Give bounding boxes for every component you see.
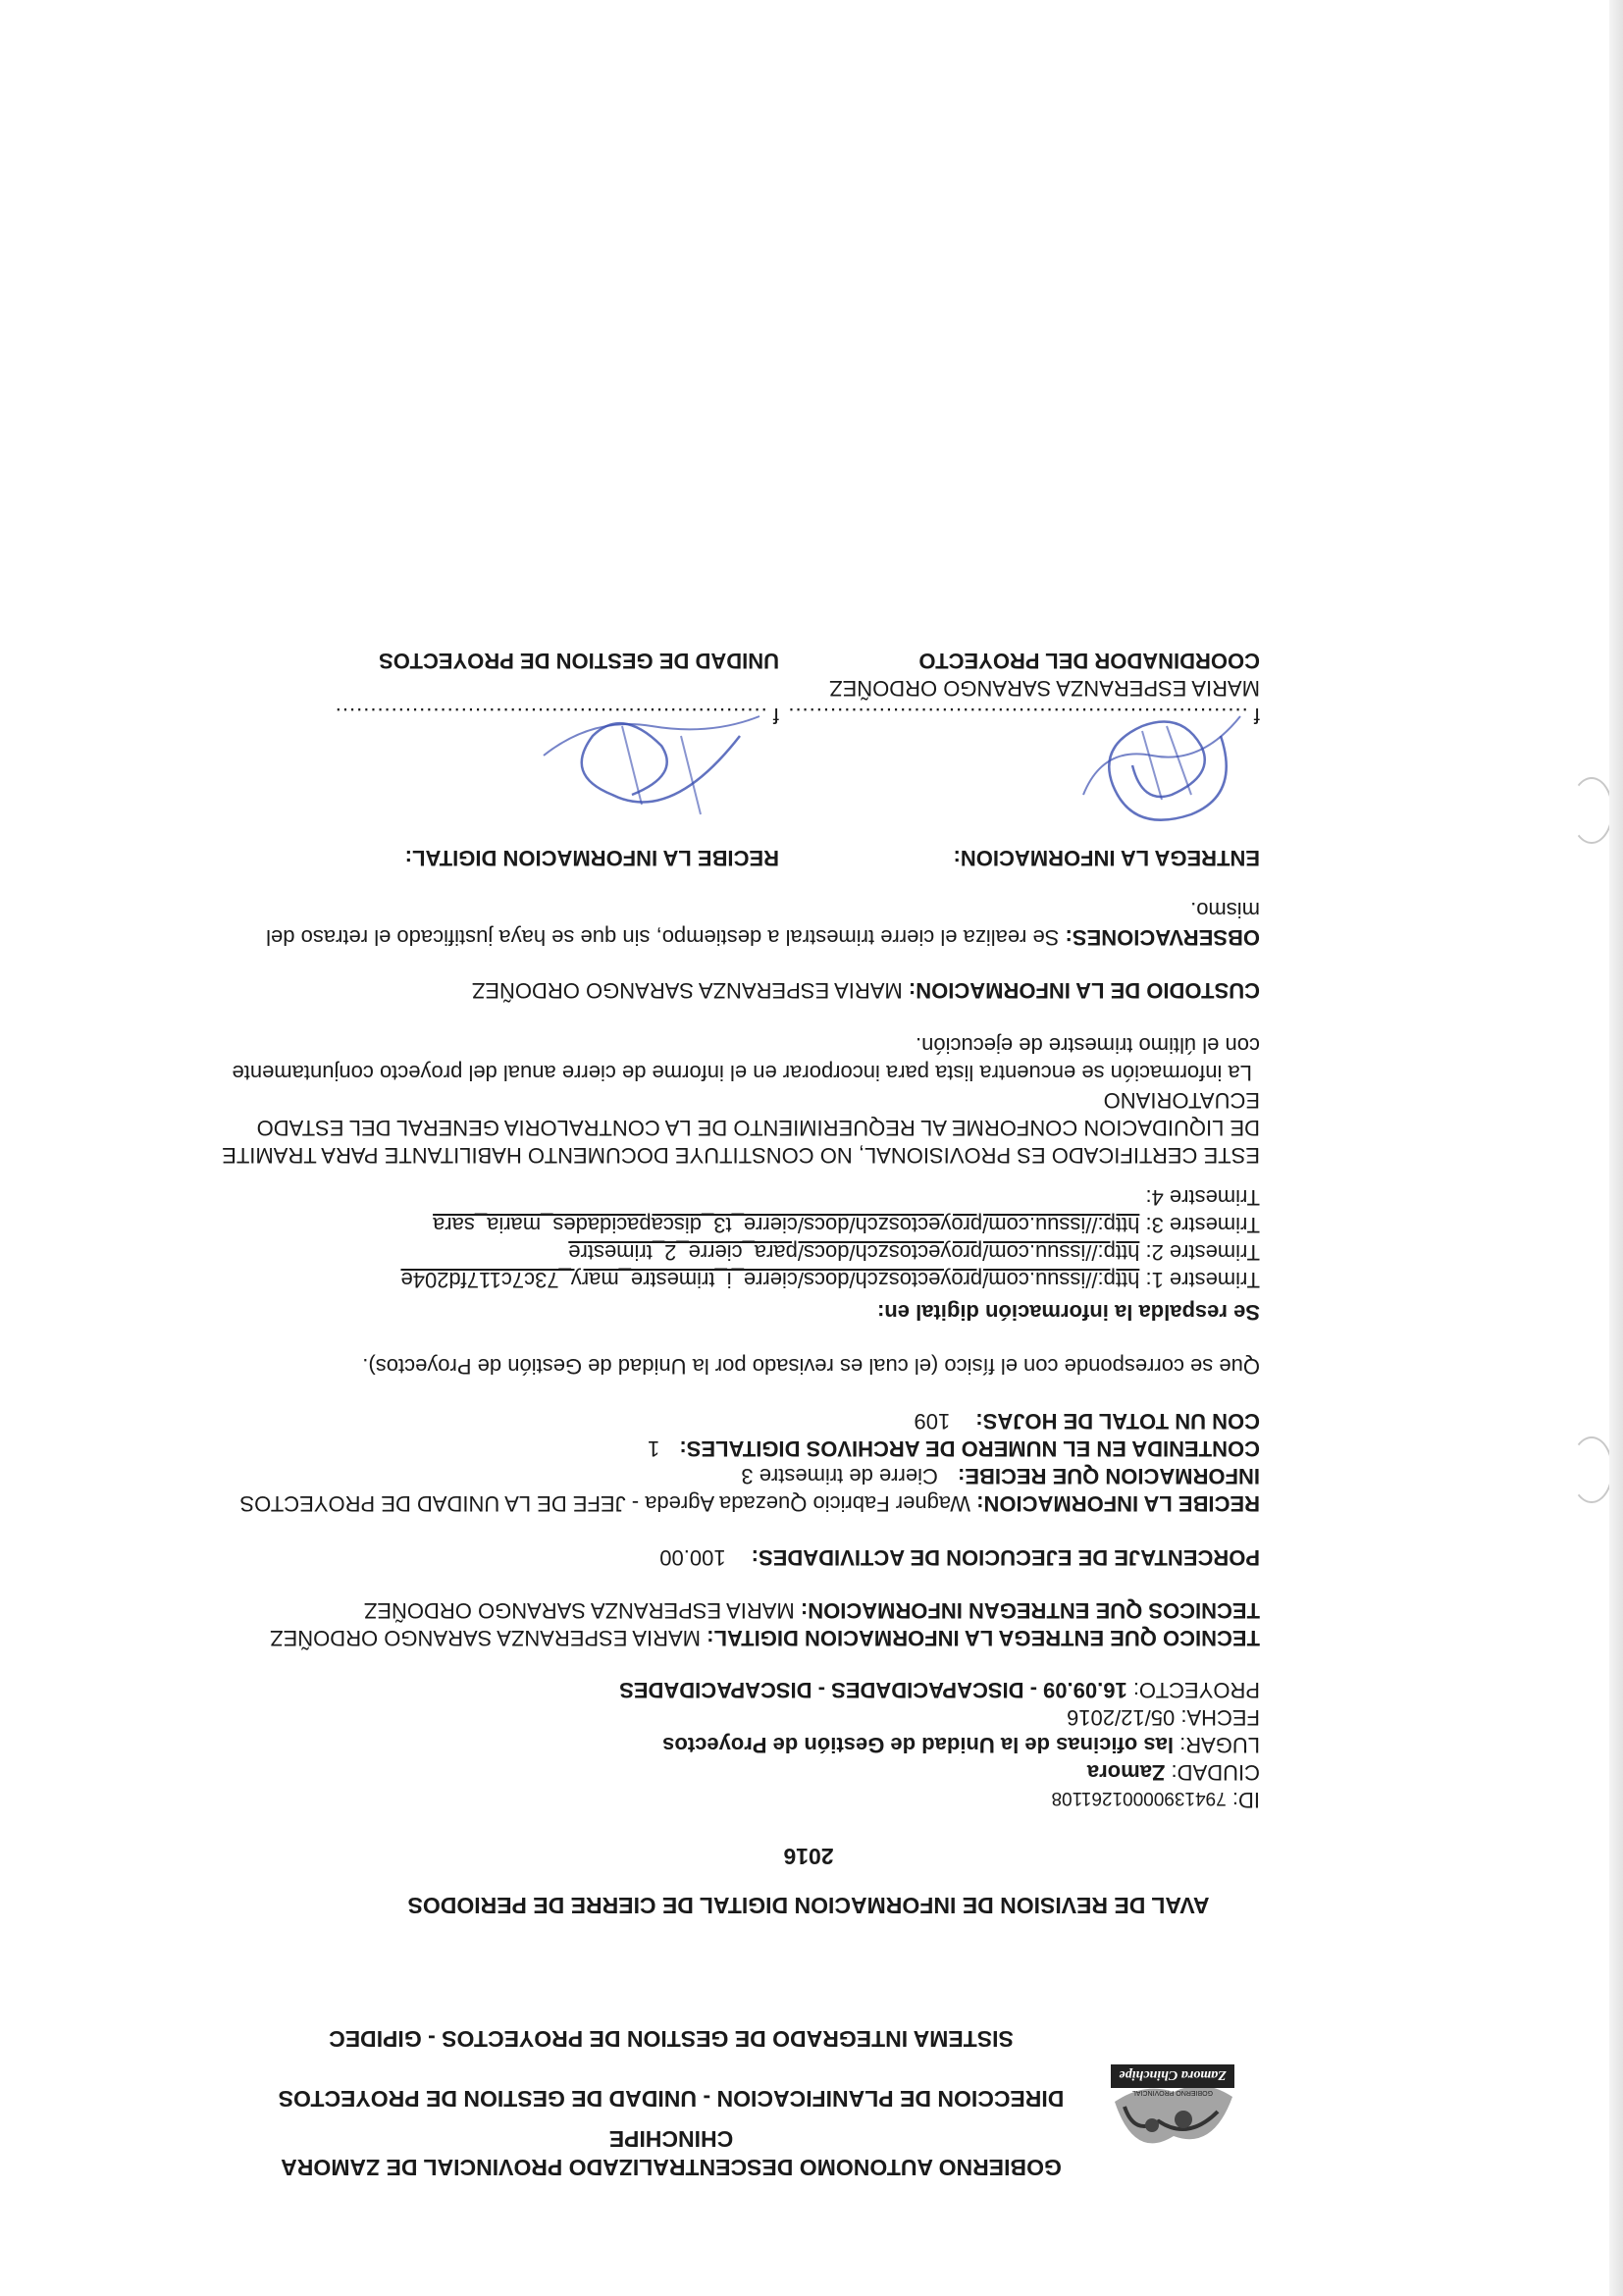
certificado-line-2: DE LIQUIDACION CONFORME AL REQUERIMIENTO DE LA CONTRALORIA GENERAL DEL ESTADO [256,1116,1260,1140]
porcentaje-line [659,1544,1260,1570]
department-name: DIRECCION DE PLANIFICACION - UNIDAD DE GESTION DE PROYECTOS [278,2086,1065,2112]
lista-line-2: con el último trimestre de ejecución. [916,1033,1260,1058]
f-label-left: f [1253,704,1260,728]
hojas-label: CON UN TOTAL DE HOJAS: [975,1409,1260,1434]
porcentaje-label: PORCENTAJE DE EJECUCION DE ACTIVIDADES: [751,1545,1260,1570]
porcentaje-value: 100.00 [659,1545,726,1570]
trimestre-1-line [400,1267,1260,1292]
tecnicos-value: MARIA ESPERANZA SARANGO ORDOÑEZ [363,1598,795,1623]
left-signer-role: COORDINADOR DEL PROYECTO [918,649,1260,673]
trimestre-1-label: Trimestre 1: [1145,1268,1260,1292]
tecnicos-line [364,1597,1260,1623]
custodio-line [472,977,1260,1003]
trimestre-2-label: Trimestre 2: [1145,1240,1260,1265]
certificado-line-3: ECUATORIANO [1103,1088,1260,1113]
corresponde-text: Que se corresponde con el físico (el cual es revisado por la Unidad de Gestión de Proyectos). [362,1354,1260,1379]
info-value: Cierre de trimestre 3 [741,1464,938,1488]
left-signer-name: MARIA ESPERANZA SARANGO ORDOÑEZ [829,676,1260,701]
trimestre-3-link[interactable]: http://issuu.com/proyectoszch/docs/cierre_t3_discapacidades_maria_sara [433,1213,1140,1237]
respalda-label: Se respalda la información digital en: [877,1300,1260,1325]
id-value: 79413900001261108 [1051,1788,1227,1808]
trimestre-3-label: Trimestre 3: [1145,1213,1260,1237]
entrega-heading: ENTREGA LA INFORMACION: [953,846,1260,870]
contenida-label: CONTENIDA EN EL NUMERO DE ARCHIVOS DIGITALES: [679,1436,1260,1461]
trimestre-2-link[interactable]: http://issuu.com/proyectoszch/docs/para_cierre_2_trimestre [568,1240,1140,1265]
fecha-value: 05/12/2016 [1067,1705,1176,1730]
observaciones-line [266,924,1260,950]
right-signer-role: UNIDAD DE GESTION DE PROYECTOS [379,649,779,673]
hojas-line [914,1408,1260,1434]
institution-name-cont: CHINCHIPE [608,2126,734,2152]
lista-line-1: La información se encuentra lista para incorporar en el informe de cierre anual del proyecto conjuntamente [232,1061,1252,1085]
signature-line-right: f .............................................................. [334,704,779,728]
tecnicos-label: TECNICOS QUE ENTREGAN INFORMACION: [800,1598,1260,1623]
document-title: AVAL DE REVISION DE INFORMACION DIGITAL DE CIERRE DE PERIODOS [407,1893,1210,1918]
obs-value-2: mismo. [1190,898,1260,922]
logo-text: Zamora Chinchipe [1119,2067,1227,2082]
signature-line-left: f .................................................................. [787,704,1260,728]
trimestre-2-line [568,1239,1260,1265]
trimestre-4-label: Trimestre 4: [1145,1185,1260,1210]
trimestre-4-line [1145,1184,1260,1210]
scan-edge [1609,0,1623,2296]
lugar-value: las oficinas de la Unidad de Gestión de Proyectos [662,1733,1174,1757]
id-label: ID: [1231,1788,1260,1812]
f-label-right: f [772,704,779,728]
lugar-label: LUGAR: [1179,1733,1260,1757]
certificado-line-1: ESTE CERTIFICADO ES PROVISIONAL, NO CONSTITUYE DOCUMENTO HABILITANTE PARA TRAMITE [222,1143,1260,1168]
recibe-digital-heading: RECIBE LA INFORMACION DIGITAL: [404,846,779,870]
obs-value-1: Se realiza el cierre trimestral a destiempo, sin que se haya justificado el retraso del [266,925,1060,950]
tecnico-value: MARIA ESPERANZA SARANGO ORDOÑEZ [270,1626,702,1650]
tecnico-line [270,1625,1260,1650]
custodio-value: MARIA ESPERANZA SARANGO ORDOÑEZ [471,978,903,1003]
tecnico-label: TECNICO QUE ENTREGA LA INFORMACION DIGITAL: [707,1626,1260,1650]
proyecto-value: 16.09.09 - DISCAPACIDADES - DISCAPACIDADES [619,1678,1127,1702]
hojas-value: 109 [914,1409,951,1434]
custodio-label: CUSTODIO DE LA INFORMACION: [908,978,1260,1003]
ciudad-value: Zamora [1086,1760,1166,1785]
info-line [741,1463,1260,1488]
logo-subtext: GOBIERNO PROVINCIAL [1131,2089,1214,2096]
fecha-line [1067,1704,1260,1730]
proyecto-label: PROYECTO: [1132,1678,1260,1702]
ciudad-label: CIUDAD: [1171,1760,1260,1785]
trimestre-3-line [433,1212,1260,1237]
punch-hole-bottom [1570,777,1613,844]
recibe-label: RECIBE LA INFORMACION: [976,1491,1260,1516]
id-line [1052,1786,1260,1812]
fecha-label: FECHA: [1180,1705,1260,1730]
lugar-line [662,1732,1260,1757]
contenida-value: 1 [648,1436,660,1461]
proyecto-line [619,1677,1260,1702]
punch-hole-top [1570,1436,1613,1503]
obs-label: OBSERVACIONES: [1065,925,1260,950]
recibe-value: Wagner Fabricio Quezada Agreda - JEFE DE LA UNIDAD DE PROYECTOS [239,1491,971,1516]
provincial-logo [1105,2062,1242,2190]
info-label: INFORMACION QUE RECIBE: [958,1464,1260,1488]
recibe-line [239,1490,1260,1516]
document-year: 2016 [783,1844,834,1869]
trimestre-1-link[interactable]: http://issuu.com/proyectoszch/docs/cierre_i_trimestre_mary_73c7c117fd204e [400,1268,1140,1292]
ciudad-line [1087,1759,1260,1785]
system-name: SISTEMA INTEGRADO DE GESTION DE PROYECTOS - GIPIDEC [329,2026,1014,2052]
institution-name: GOBIERNO AUTONOMO DESCENTRALIZADO PROVINCIAL DE ZAMORA [281,2155,1062,2180]
contenida-line [648,1435,1260,1461]
